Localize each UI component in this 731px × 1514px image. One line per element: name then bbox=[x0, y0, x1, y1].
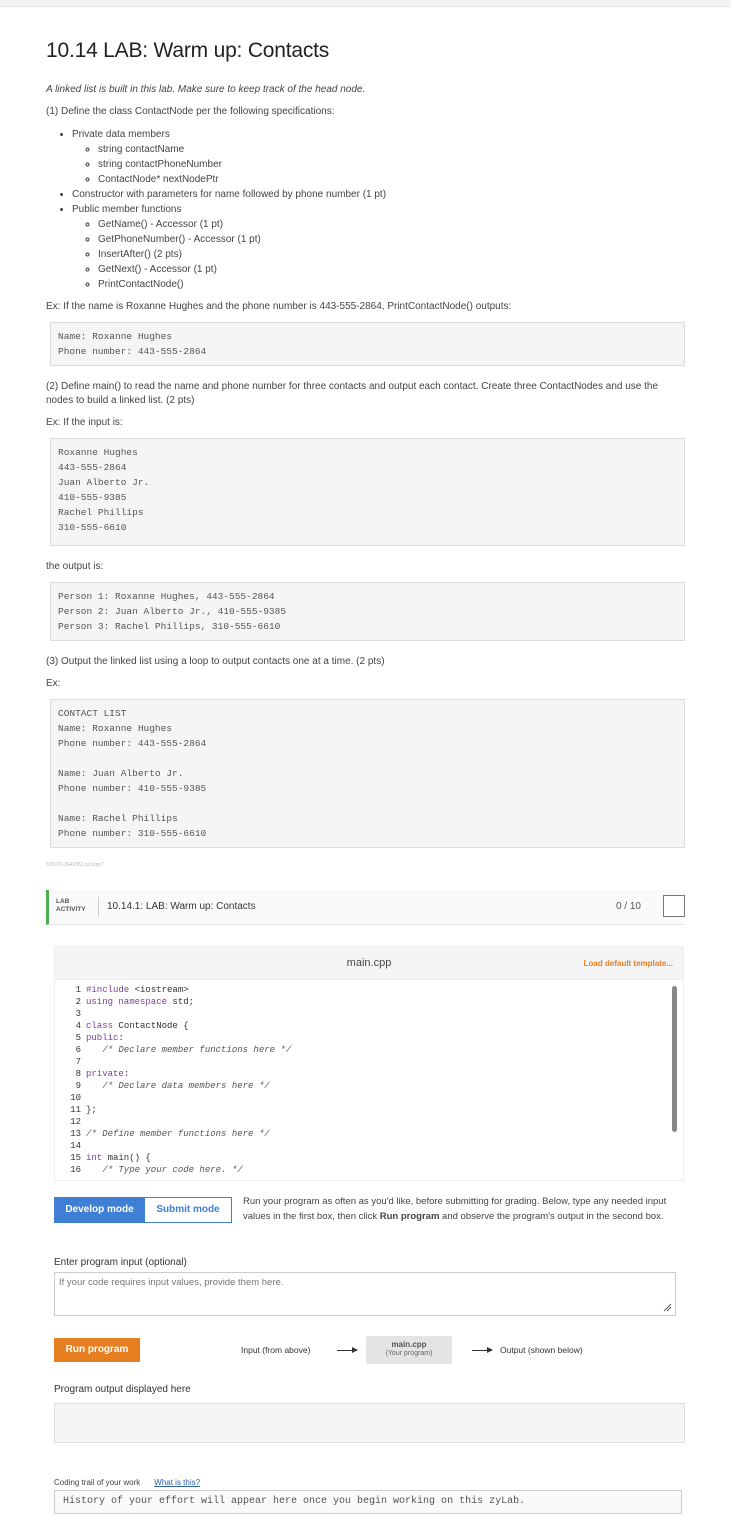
mode-description: Run your program as often as you'd like, before submitting for grading. Below, type any needed input values in the first box, then click Run program and observe the program's output in the second box. bbox=[243, 1196, 667, 1222]
line-number: 12 bbox=[70, 1117, 81, 1127]
line-number: 11 bbox=[70, 1105, 81, 1115]
code-line: #include <iostream> bbox=[86, 985, 189, 995]
code-comment: /* Declare member functions here */ bbox=[102, 1045, 292, 1055]
line-number: 14 bbox=[70, 1141, 81, 1151]
code-line: using namespace std; bbox=[86, 997, 195, 1007]
example-3-text: Ex: bbox=[46, 678, 61, 689]
spec-public: • Public member functions ◦ GetName() - Accessor (1 pt) ◦ GetPhoneNumber() - Accessor (1 pt) ◦ InsertAfter() (2 pts) ◦ GetNext() - Accessor (1 pt) ◦ PrintContactNode() bbox=[72, 202, 685, 292]
example-2-output: Person 1: Roxanne Hughes, 443-555-2864 Person 2: Juan Alberto Jr., 410-555-9385 Person 3: Rachel Phillips, 310-555-6610 bbox=[50, 582, 685, 641]
spec-private: • Private data members ◦ string contactName ◦ string contactPhoneNumber ◦ ContactNode* nextNodePtr bbox=[72, 127, 685, 187]
divider bbox=[98, 897, 99, 917]
what-is-this-link[interactable]: What is this? bbox=[154, 1478, 201, 1487]
code-token: public bbox=[86, 1033, 119, 1043]
line-number: 1 bbox=[75, 985, 81, 995]
output-is-text: the output is: bbox=[46, 561, 104, 572]
code-comment: /* Define member functions here */ bbox=[86, 1129, 270, 1139]
spec-list bbox=[46, 127, 685, 292]
editor-text-area[interactable] bbox=[54, 980, 684, 1181]
watermark-id: 523070.2649352.qx3zqy7 bbox=[46, 862, 104, 868]
flow-box-title: main.cpp bbox=[391, 1340, 427, 1349]
line-number: 16 bbox=[70, 1165, 81, 1175]
coding-trail-row bbox=[54, 1478, 685, 1487]
score-box-icon bbox=[663, 895, 685, 917]
program-input-placeholder: If your code requires input values, provide them here. bbox=[59, 1277, 284, 1288]
line-number: 9 bbox=[75, 1081, 81, 1091]
lab-score: 0 / 10 bbox=[615, 901, 641, 912]
line-number: 2 bbox=[75, 997, 81, 1007]
spec-private-item: ◦ ContactNode* nextNodePtr bbox=[98, 172, 685, 187]
code-line bbox=[86, 1116, 291, 1128]
code-token: class bbox=[86, 1021, 114, 1031]
line-number: 5 bbox=[75, 1033, 81, 1043]
spec-public-item: ◦ InsertAfter() (2 pts) bbox=[98, 247, 685, 262]
intro-text: A linked list is built in this lab. Make sure to keep track of the head node. bbox=[46, 84, 366, 95]
code-line bbox=[86, 1092, 291, 1104]
run-row bbox=[54, 1338, 684, 1366]
program-input-field[interactable] bbox=[54, 1272, 676, 1316]
page-content bbox=[0, 39, 731, 1514]
spec-public-item: ◦ GetName() - Accessor (1 pt) bbox=[98, 217, 685, 232]
coding-trail-label: Coding trail of your work bbox=[54, 1478, 141, 1487]
mode-row bbox=[54, 1197, 684, 1257]
code-line bbox=[86, 1140, 291, 1152]
line-number: 13 bbox=[70, 1129, 81, 1139]
code-line bbox=[86, 1044, 291, 1056]
code-line: class ContactNode { bbox=[86, 1021, 189, 1031]
flow-box-subtitle: (Your program) bbox=[385, 1350, 433, 1357]
code-line: private: bbox=[86, 1069, 130, 1079]
lab-activity-header bbox=[46, 890, 685, 925]
top-bar bbox=[0, 0, 731, 7]
arrow-right-icon bbox=[337, 1350, 357, 1351]
load-default-template-link[interactable]: Load default template... bbox=[583, 959, 673, 968]
lab-title: 10.14.1: LAB: Warm up: Contacts bbox=[107, 901, 256, 912]
line-number: 10 bbox=[70, 1093, 81, 1103]
code-comment: /* Type your code here. */ bbox=[102, 1165, 243, 1175]
editor-scrollbar[interactable] bbox=[672, 986, 677, 1132]
code-editor bbox=[54, 946, 684, 1181]
spec-public-item: ◦ GetPhoneNumber() - Accessor (1 pt) bbox=[98, 232, 685, 247]
example-3-code: CONTACT LIST Name: Roxanne Hughes Phone number: 443-555-2864 Name: Juan Alberto Jr. Phone number: 410-555-9385 Name: Rachel Phillips Phone number: 310-555-6610 bbox=[50, 699, 685, 848]
code-line: public: bbox=[86, 1033, 124, 1043]
arrow-right-icon bbox=[472, 1350, 492, 1351]
code-line: }; bbox=[86, 1105, 97, 1115]
code-line bbox=[86, 1164, 291, 1176]
lab-activity-tag: LAB ACTIVITY bbox=[56, 898, 86, 913]
code-token: using namespace bbox=[86, 997, 168, 1007]
example-1-text: Ex: If the name is Roxanne Hughes and the phone number is 443-555-2864, PrintContactNode() outputs: bbox=[46, 301, 512, 312]
spec-public-item: ◦ PrintContactNode() bbox=[98, 277, 685, 292]
editor-toolbar bbox=[54, 946, 684, 980]
step-3-text: (3) Output the linked list using a loop to output contacts one at a time. (2 pts) bbox=[46, 656, 385, 667]
code-line bbox=[86, 1056, 291, 1068]
develop-mode-button[interactable]: Develop mode bbox=[54, 1197, 145, 1223]
line-number: 3 bbox=[75, 1009, 81, 1019]
code-line: int main() { bbox=[86, 1153, 151, 1163]
spec-public-item: ◦ GetNext() - Accessor (1 pt) bbox=[98, 262, 685, 277]
line-number: 15 bbox=[70, 1153, 81, 1163]
line-number-gutter bbox=[55, 984, 81, 1176]
page-title: 10.14 LAB: Warm up: Contacts bbox=[46, 39, 330, 62]
step-2-text: (2) Define main() to read the name and phone number for three contacts and output each contact. Create three ContactNodes and use the nodes to build a linked list. (2 pts) bbox=[46, 381, 659, 406]
step-1-text: (1) Define the class ContactNode per the following specifications: bbox=[46, 106, 335, 117]
coding-trail-box: History of your effort will appear here once you begin working on this zyLab. bbox=[54, 1490, 682, 1514]
code-line bbox=[86, 1008, 291, 1020]
code-comment: /* Declare data members here */ bbox=[102, 1081, 270, 1091]
spec-constructor: • Constructor with parameters for name followed by phone number (1 pt) bbox=[72, 187, 685, 202]
flow-input-label: Input (from above) bbox=[241, 1345, 311, 1355]
code-lines bbox=[86, 984, 291, 1176]
program-input-label: Enter program input (optional) bbox=[54, 1257, 187, 1268]
run-program-button[interactable]: Run program bbox=[54, 1338, 140, 1362]
program-flow-box bbox=[366, 1336, 452, 1364]
program-output-label: Program output displayed here bbox=[54, 1384, 191, 1395]
spec-private-item: ◦ string contactName bbox=[98, 142, 685, 157]
code-line bbox=[86, 1128, 291, 1140]
resize-handle-icon[interactable] bbox=[662, 1302, 672, 1312]
example-2-text: Ex: If the input is: bbox=[46, 417, 123, 428]
flow-output-label: Output (shown below) bbox=[500, 1345, 583, 1355]
line-number: 7 bbox=[75, 1057, 81, 1067]
code-token: int bbox=[86, 1153, 103, 1163]
file-tab-main-cpp[interactable]: main.cpp bbox=[346, 957, 392, 969]
spec-private-item: ◦ string contactPhoneNumber bbox=[98, 157, 685, 172]
line-number: 8 bbox=[75, 1069, 81, 1079]
program-output-area bbox=[54, 1403, 685, 1443]
line-number: 4 bbox=[75, 1021, 81, 1031]
code-line bbox=[86, 1080, 291, 1092]
example-2-input: Roxanne Hughes 443-555-2864 Juan Alberto Jr. 410-555-9385 Rachel Phillips 310-555-6610 bbox=[50, 438, 685, 546]
line-number: 6 bbox=[75, 1045, 81, 1055]
submit-mode-button[interactable]: Submit mode bbox=[144, 1197, 232, 1223]
code-token: #include bbox=[86, 985, 130, 995]
code-token: private bbox=[86, 1069, 124, 1079]
example-1-code: Name: Roxanne Hughes Phone number: 443-555-2864 bbox=[50, 322, 685, 366]
